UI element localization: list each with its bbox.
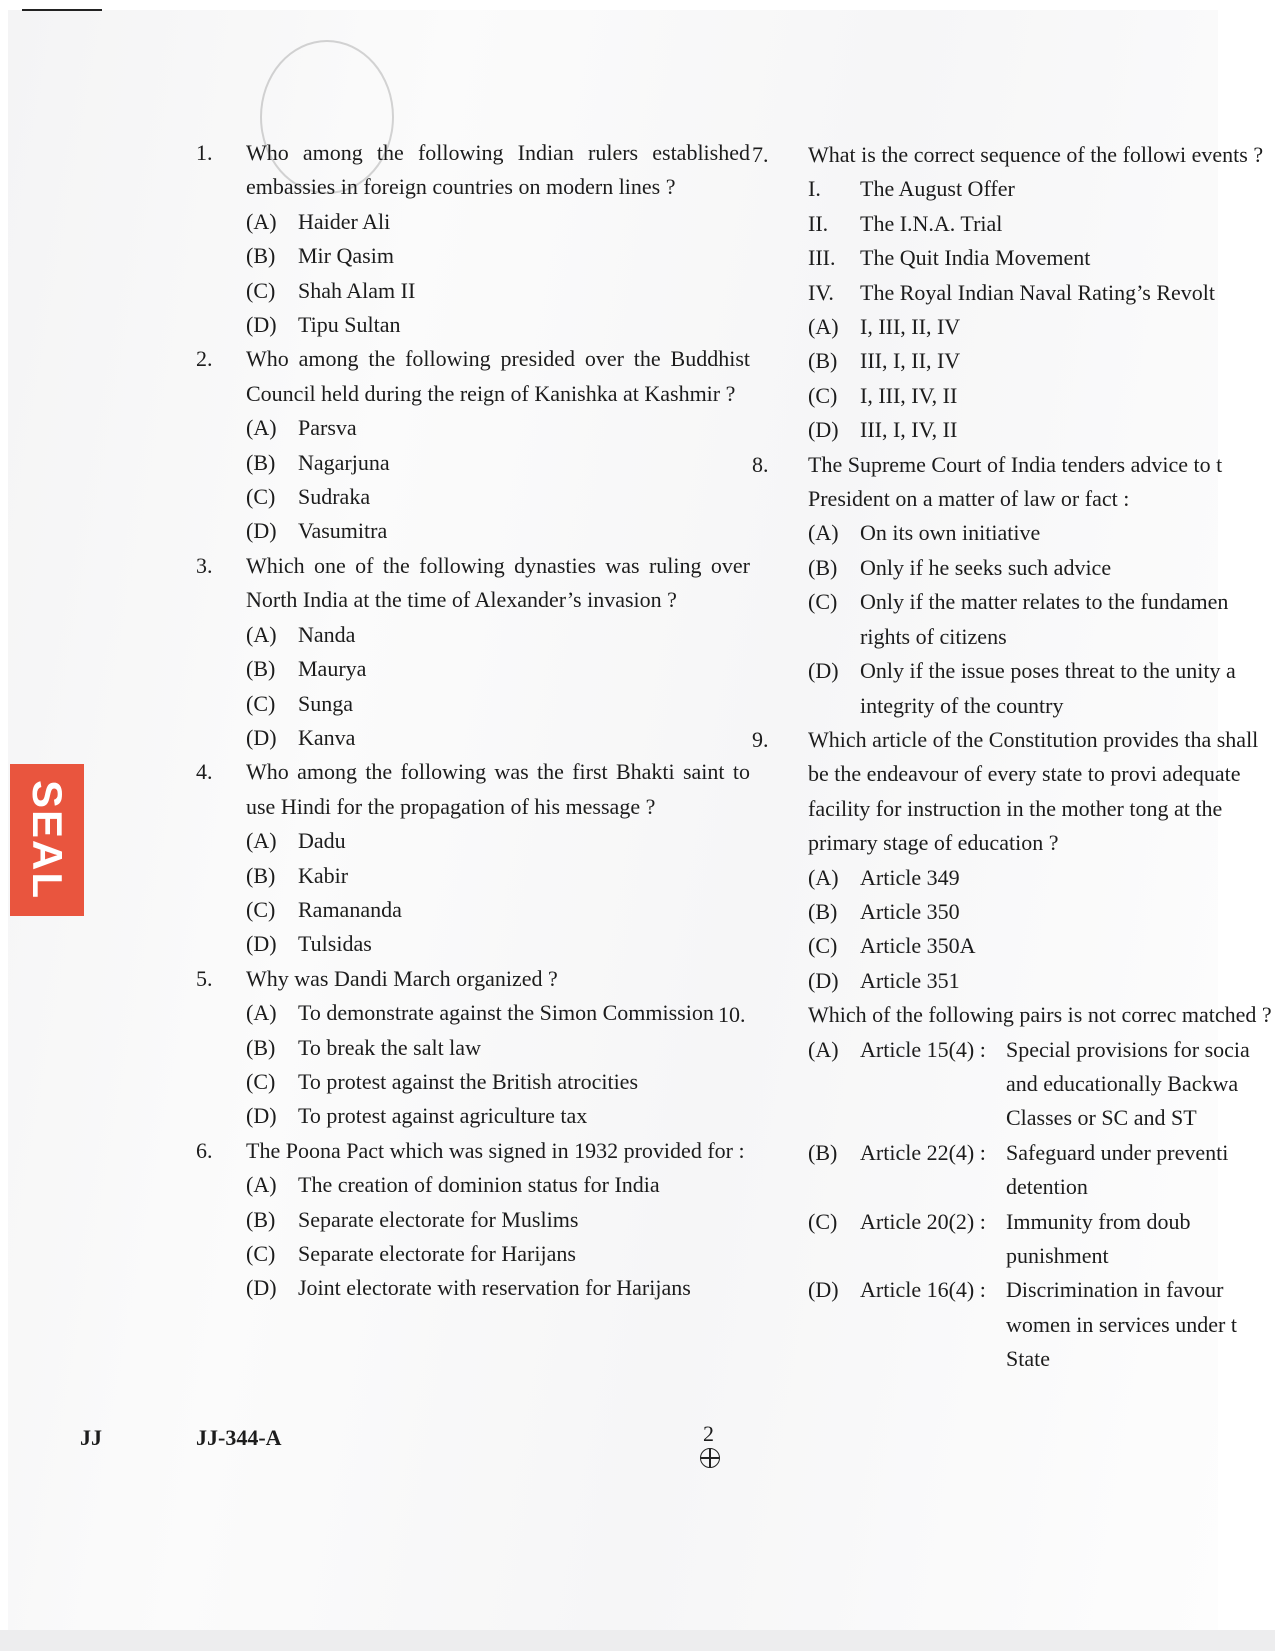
option-label: (C) — [808, 933, 838, 959]
option-label: (B) — [246, 1034, 276, 1060]
option-d — [752, 964, 1272, 998]
question-number: 6. — [196, 1137, 213, 1163]
option-d — [196, 927, 750, 961]
question-text: Who among the following was the first Bhakti saint to use Hindi for the propagation of his message ? — [246, 759, 750, 819]
pair-label: (C) — [808, 1208, 838, 1234]
pair-label: (A) — [808, 1036, 839, 1062]
question-text: Why was Dandi March organized ? — [246, 965, 558, 991]
statement-text: The Quit India Movement — [860, 245, 1091, 271]
option-label: (C) — [246, 484, 276, 510]
option-label: (B) — [246, 243, 276, 269]
option-text: Separate electorate for Muslims — [298, 1206, 579, 1232]
option-a — [752, 310, 1272, 344]
option-label: (B) — [808, 554, 838, 580]
option-a — [752, 516, 1272, 550]
option-label: (B) — [246, 1206, 276, 1232]
option-label: (C) — [246, 690, 276, 716]
option-label: (B) — [246, 656, 276, 682]
option-a — [196, 1168, 750, 1202]
option-label: (A) — [246, 1000, 277, 1026]
option-b — [196, 652, 750, 686]
option-text: To break the salt law — [298, 1034, 481, 1060]
pair-article: Article 16(4) : — [860, 1277, 986, 1303]
statement-text: The I.N.A. Trial — [860, 210, 1003, 236]
option-text: Maurya — [298, 656, 367, 682]
option-d — [196, 1271, 750, 1305]
question-number: 3. — [196, 552, 213, 578]
pair-article: Article 20(2) : — [860, 1208, 986, 1234]
option-label: (B) — [808, 898, 838, 924]
footer-left-code: JJ — [80, 1425, 102, 1450]
option-d — [196, 721, 750, 755]
option-label: (C) — [808, 589, 838, 615]
option-label: (D) — [808, 658, 839, 684]
option-label: (B) — [246, 449, 276, 475]
question-6 — [196, 1134, 750, 1306]
option-c — [752, 585, 1272, 654]
option-text: Vasumitra — [298, 518, 388, 544]
option-c — [196, 1065, 750, 1099]
option-text: Parsva — [298, 415, 357, 441]
option-b — [196, 1203, 750, 1237]
option-text: III, I, II, IV — [860, 348, 961, 374]
option-label: (C) — [246, 896, 276, 922]
seal-tab — [10, 764, 84, 916]
option-text: On its own initiative — [860, 520, 1041, 546]
pair-description: Immunity from doub punishment — [1006, 1208, 1191, 1268]
option-a — [752, 861, 1272, 895]
option-text: I, III, IV, II — [860, 382, 958, 408]
question-text: Who among the following presided over the Buddhist Council held during the reign of Kanishka at Kashmir ? — [246, 346, 750, 406]
statement-label: II. — [808, 210, 829, 236]
option-label: (A) — [808, 314, 839, 340]
option-text: Sudraka — [298, 484, 371, 510]
option-label: (A) — [246, 415, 277, 441]
pair-description: Safeguard under preventi detention — [1006, 1139, 1229, 1200]
option-text: Only if the matter relates to the fundamen rights of citizens — [860, 589, 1229, 649]
option-label: (A) — [246, 208, 277, 234]
top-rule — [22, 9, 102, 11]
pair-description: Discrimination in favour women in services under t State — [1006, 1277, 1237, 1372]
option-text: Dadu — [298, 828, 346, 854]
statement-text: The Royal Indian Naval Rating’s Revolt — [860, 279, 1215, 305]
option-b — [752, 551, 1272, 585]
option-text: Article 350A — [860, 933, 976, 959]
option-b — [752, 344, 1272, 378]
option-text: Tipu Sultan — [298, 312, 401, 338]
option-c — [196, 687, 750, 721]
question-text: Which one of the following dynasties was ruling over North India at the time of Alexander’s invasion ? — [246, 552, 750, 613]
option-text: Shah Alam II — [298, 277, 416, 303]
option-c — [752, 929, 1272, 963]
option-b — [196, 1031, 750, 1065]
option-text: The creation of dominion status for India — [298, 1172, 660, 1198]
option-d — [196, 308, 750, 342]
option-text: To demonstrate against the Simon Commission — [298, 1000, 714, 1026]
statement-3 — [752, 241, 1272, 275]
option-c — [196, 274, 750, 308]
option-text: Nagarjuna — [298, 449, 390, 475]
option-label: (B) — [808, 348, 838, 374]
option-c — [752, 379, 1272, 413]
option-d — [752, 413, 1272, 447]
pair-label: (B) — [808, 1139, 838, 1165]
pair-d — [752, 1273, 1272, 1376]
question-4 — [196, 755, 750, 961]
question-number: 9. — [752, 726, 769, 752]
question-number: 8. — [752, 451, 769, 477]
question-number: 10. — [718, 1002, 746, 1028]
option-c — [196, 893, 750, 927]
option-label: (C) — [246, 1241, 276, 1266]
option-label: (C) — [246, 1068, 276, 1094]
page-number: 2 — [703, 1421, 714, 1446]
option-text: Sunga — [298, 690, 353, 716]
option-text: Separate electorate for Harijans — [298, 1241, 576, 1266]
question-9 — [752, 723, 1272, 998]
option-text: Only if he seeks such advice — [860, 554, 1112, 580]
option-a — [196, 824, 750, 858]
option-label: (D) — [246, 312, 277, 338]
option-label: (A) — [808, 520, 839, 546]
statement-label: III. — [808, 245, 836, 271]
option-text: Article 349 — [860, 864, 960, 890]
question-1 — [196, 136, 750, 342]
question-10 — [718, 998, 1272, 1376]
question-text: Which of the following pairs is not correc matched ? — [808, 1002, 1272, 1028]
pair-description: Special provisions for socia and educationally Backwa Classes or SC and ST — [1006, 1036, 1250, 1131]
option-c — [196, 480, 750, 514]
registration-mark-icon — [700, 1448, 720, 1468]
question-5 — [196, 962, 750, 1134]
question-text: Which article of the Constitution provides tha shall be the endeavour of every state to provi adequate facility for instruction in the mother tong at the primary stage of education ? — [808, 726, 1259, 856]
statement-label: I. — [808, 176, 821, 202]
question-text: What is the correct sequence of the followi events ? — [808, 142, 1264, 167]
option-label: (D) — [246, 1103, 277, 1129]
option-text: Kabir — [298, 862, 349, 888]
option-text: Nanda — [298, 621, 356, 647]
question-text: The Supreme Court of India tenders advice to t President on a matter of law or fact : — [808, 451, 1223, 512]
option-text: I, III, II, IV — [860, 314, 961, 340]
option-text: To protest against agriculture tax — [298, 1103, 588, 1129]
left-column — [196, 136, 750, 1306]
right-column — [718, 138, 1272, 1377]
pair-label: (D) — [808, 1277, 839, 1303]
question-number: 5. — [196, 965, 213, 991]
option-label: (C) — [808, 382, 838, 408]
question-number: 7. — [752, 142, 769, 167]
question-7 — [752, 138, 1272, 448]
option-d — [196, 1099, 750, 1133]
statement-label: IV. — [808, 279, 834, 305]
question-2 — [196, 342, 750, 548]
option-text: III, I, IV, II — [860, 417, 958, 443]
option-text: Joint electorate with reservation for Harijans — [298, 1275, 691, 1301]
statement-4 — [752, 276, 1272, 310]
option-text: Mir Qasim — [298, 243, 394, 269]
pair-a — [752, 1033, 1272, 1136]
option-label: (A) — [808, 864, 839, 890]
option-label: (A) — [246, 828, 277, 854]
option-label: (B) — [246, 862, 276, 888]
option-label: (D) — [246, 931, 277, 957]
question-number: 1. — [196, 140, 213, 165]
option-label: (D) — [808, 967, 839, 993]
option-text: Ramananda — [298, 896, 402, 922]
option-a — [196, 205, 750, 239]
question-8 — [752, 448, 1272, 723]
pair-article: Article 22(4) : — [860, 1139, 986, 1165]
option-label: (A) — [246, 1172, 277, 1198]
option-c — [196, 1237, 750, 1271]
option-text: Article 350 — [860, 898, 960, 924]
seal-label: SEAL — [24, 779, 72, 901]
option-text: Haider Ali — [298, 208, 391, 234]
option-text: Tulsidas — [298, 931, 372, 957]
option-label: (A) — [246, 621, 277, 647]
scan-edge — [0, 1630, 1275, 1651]
pair-b — [752, 1136, 1272, 1205]
option-b — [196, 859, 750, 893]
option-text: To protest against the British atrocities — [298, 1068, 639, 1094]
option-label: (D) — [246, 724, 277, 750]
option-label: (D) — [808, 417, 839, 443]
option-a — [196, 411, 750, 445]
option-a — [196, 996, 750, 1030]
option-b — [196, 446, 750, 480]
option-b — [752, 895, 1272, 929]
option-a — [196, 618, 750, 652]
option-label: (C) — [246, 277, 276, 303]
question-3 — [196, 549, 750, 755]
option-text: Kanva — [298, 724, 356, 750]
option-text: Only if the issue poses threat to the unity a integrity of the country — [860, 658, 1236, 718]
option-b — [196, 239, 750, 273]
question-text: Who among the following Indian rulers established embassies in foreign countries on modern lines ? — [246, 140, 750, 200]
pair-c — [752, 1205, 1272, 1274]
option-label: (D) — [246, 518, 277, 544]
pair-article: Article 15(4) : — [860, 1036, 986, 1062]
statement-2 — [752, 207, 1272, 241]
statement-text: The August Offer — [860, 176, 1015, 202]
option-d — [752, 654, 1272, 723]
question-text: The Poona Pact which was signed in 1932 provided for : — [246, 1137, 745, 1163]
question-number: 4. — [196, 759, 213, 785]
option-label: (D) — [246, 1275, 277, 1301]
option-text: Article 351 — [860, 967, 960, 993]
footer-code: JJ-344-A — [196, 1425, 282, 1450]
question-number: 2. — [196, 346, 213, 372]
statement-1 — [752, 172, 1272, 206]
option-d — [196, 514, 750, 548]
